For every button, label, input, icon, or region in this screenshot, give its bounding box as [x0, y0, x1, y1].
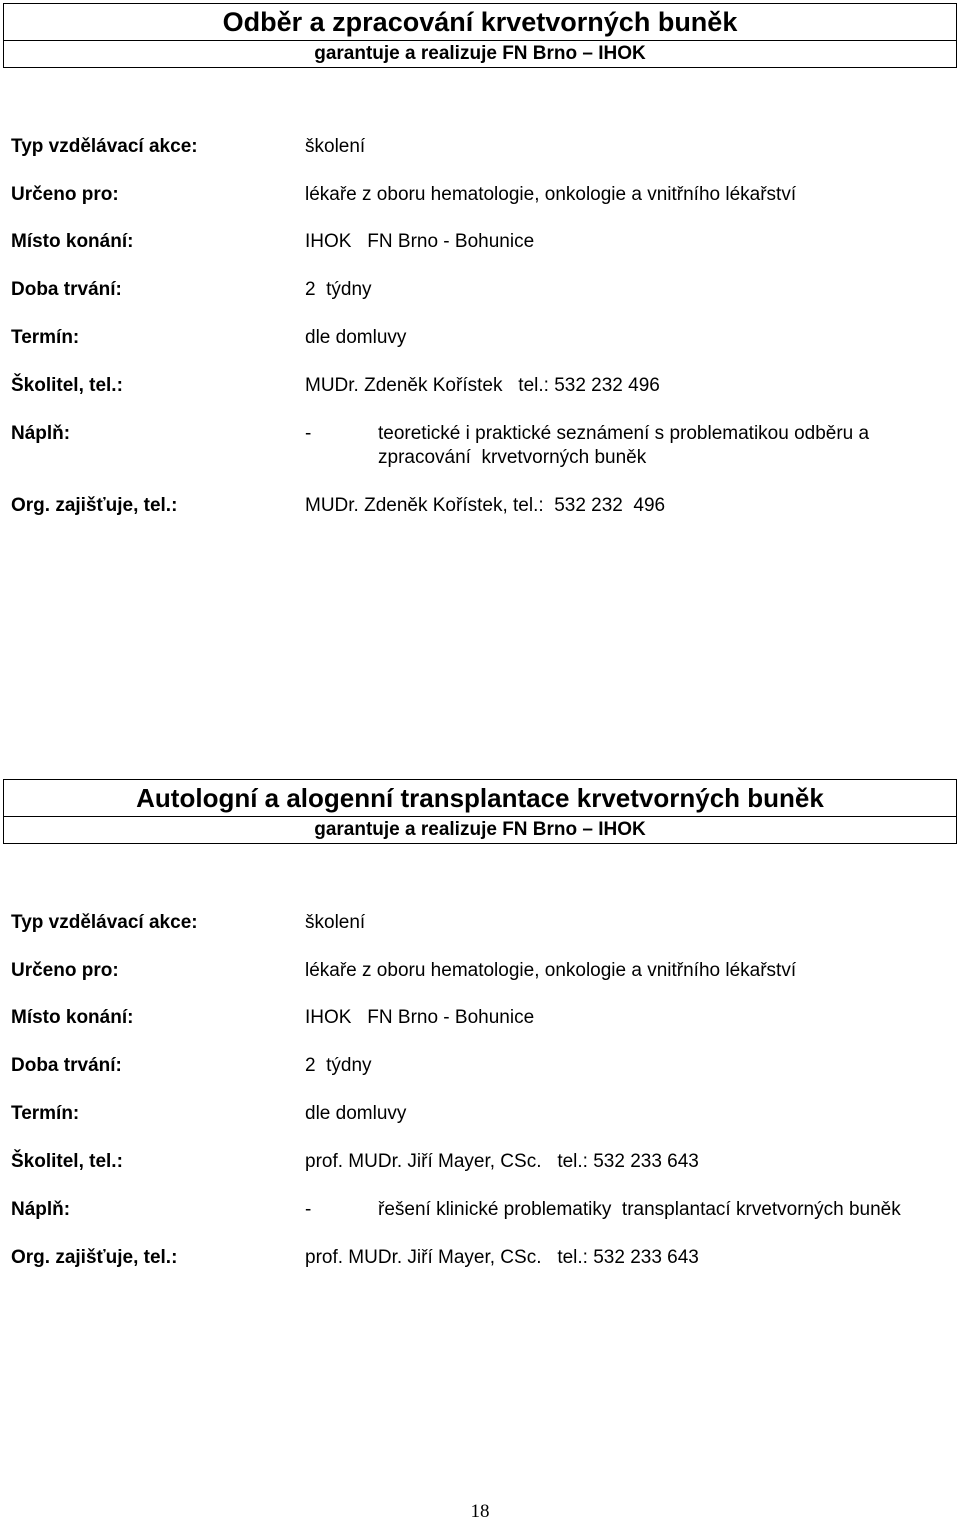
doba-value: 2 týdny [305, 279, 372, 300]
termin-value: dle domluvy [305, 1103, 407, 1124]
skolitel-label: Školitel, tel.: [11, 1151, 123, 1172]
napln-value: teoretické i praktické seznámení s problematikou odběru a zpracování krvetvorných buněk [378, 423, 875, 468]
urceno-label: Určeno pro: [11, 184, 119, 205]
misto-label: Místo konání: [11, 231, 134, 252]
typ-value: školení [305, 912, 366, 933]
termin-value: dle domluvy [305, 327, 407, 348]
urceno-value: lékaře z oboru hematologie, onkologie a vnitřního lékařství [305, 184, 797, 205]
termin-label: Termín: [11, 1103, 80, 1124]
urceno-value: lékaře z oboru hematologie, onkologie a vnitřního lékařství [305, 960, 797, 981]
org-value: MUDr. Zdeněk Kořístek, tel.: 532 232 496 [305, 495, 666, 516]
page-number: 18 [470, 1501, 490, 1522]
section-2-title: Autologní a alogenní transplantace krvetvorných buněk [136, 783, 824, 813]
napln-label: Náplň: [11, 423, 71, 444]
section-1-title: Odběr a zpracování krvetvorných buněk [222, 7, 738, 37]
doba-label: Doba trvání: [11, 279, 122, 300]
skolitel-value: prof. MUDr. Jiří Mayer, CSc. tel.: 532 233 643 [305, 1151, 699, 1172]
skolitel-value: MUDr. Zdeněk Kořístek tel.: 532 232 496 [305, 375, 660, 396]
napln-dash: - [305, 1199, 312, 1220]
doba-value: 2 týdny [305, 1055, 372, 1076]
doba-label: Doba trvání: [11, 1055, 122, 1076]
typ-value: školení [305, 136, 366, 157]
org-value: prof. MUDr. Jiří Mayer, CSc. tel.: 532 233 643 [305, 1247, 699, 1268]
napln-dash: - [305, 423, 312, 444]
termin-label: Termín: [11, 327, 80, 348]
section-1-title-box [3, 3, 957, 68]
section-1-subtitle: garantuje a realizuje FN Brno – IHOK [4, 40, 956, 67]
napln-value: řešení klinické problematiky transplantací krvetvorných buněk [378, 1199, 901, 1220]
typ-label: Typ vzdělávací akce: [11, 136, 198, 157]
napln-label: Náplň: [11, 1199, 71, 1220]
urceno-label: Určeno pro: [11, 960, 119, 981]
section-2-subtitle: garantuje a realizuje FN Brno – IHOK [4, 816, 956, 843]
org-label: Org. zajišťuje, tel.: [11, 495, 178, 516]
misto-value: IHOK FN Brno - Bohunice [305, 231, 535, 252]
skolitel-label: Školitel, tel.: [11, 375, 123, 396]
section-2-title-box [3, 779, 957, 844]
org-label: Org. zajišťuje, tel.: [11, 1247, 178, 1268]
typ-label: Typ vzdělávací akce: [11, 912, 198, 933]
misto-value: IHOK FN Brno - Bohunice [305, 1007, 535, 1028]
misto-label: Místo konání: [11, 1007, 134, 1028]
